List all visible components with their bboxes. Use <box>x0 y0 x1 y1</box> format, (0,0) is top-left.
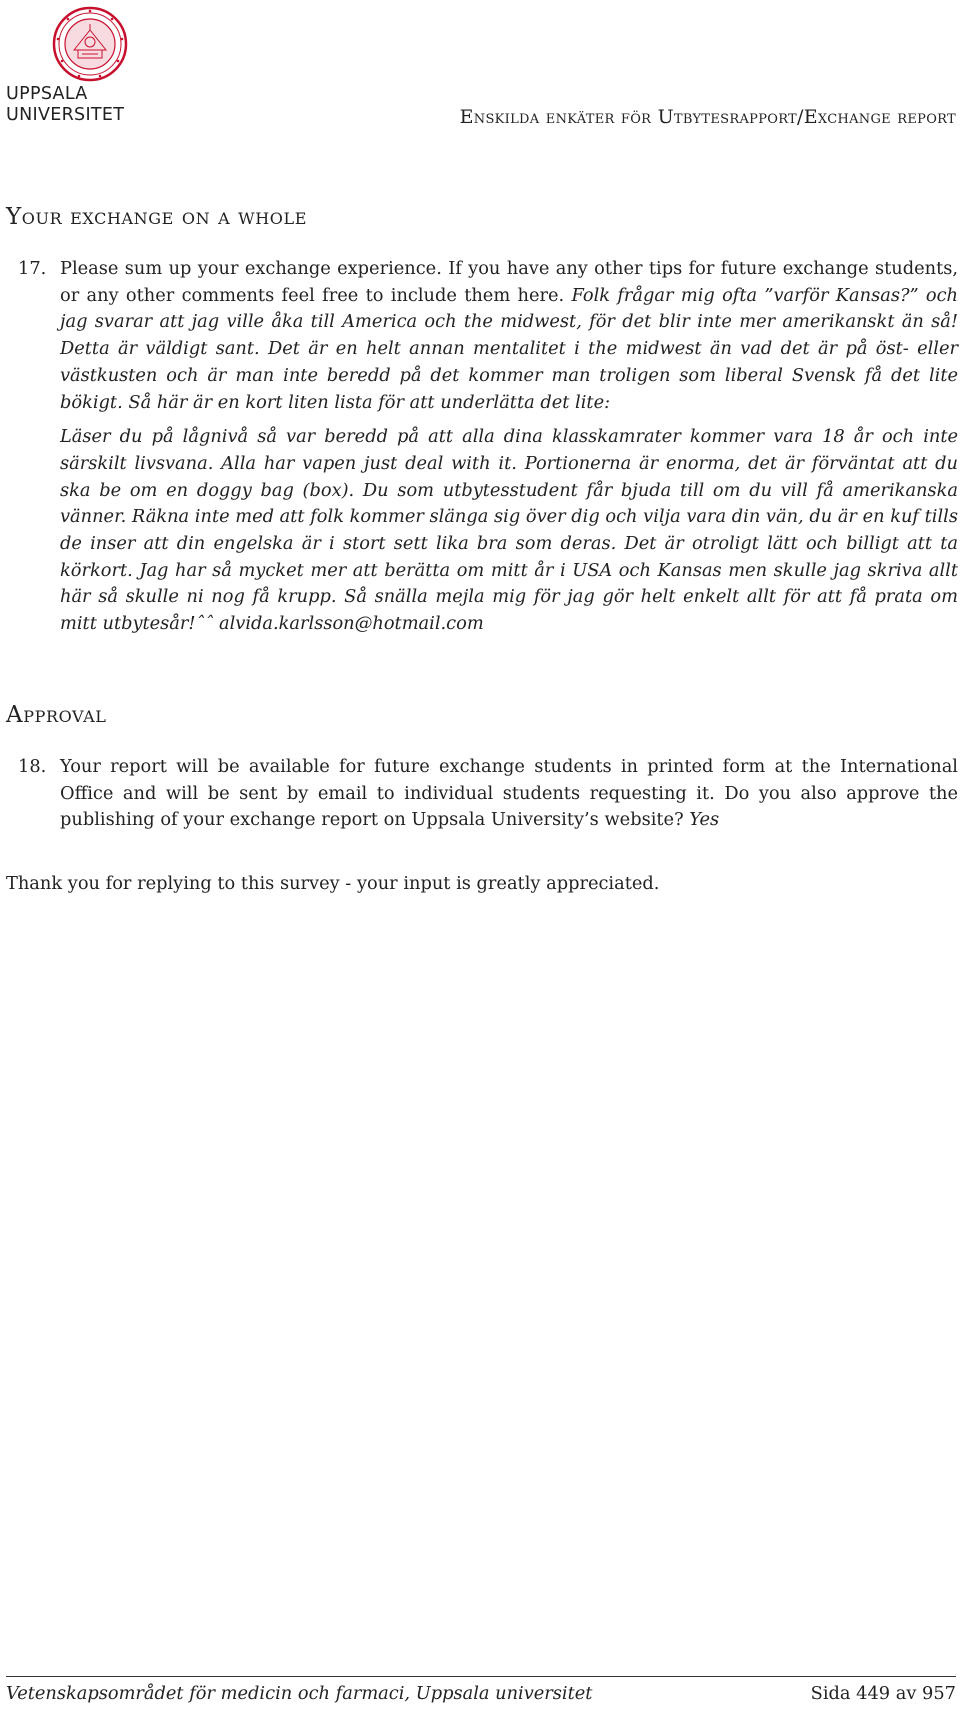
question-text: Please sum up your exchange experience. If you have any other tips for future exchange students, or any other comments feel free to include them here. <box>60 258 958 306</box>
question-text: Your report will be available for future exchange students in printed form at the International Office and will be sent by email to individual students requesting it. Do you also approve the publishing of your exchange report on Uppsala University’s website? <box>60 756 958 831</box>
item-number: 17. <box>18 258 47 279</box>
university-name-line-2: UNIVERSITET <box>6 105 125 125</box>
closing-message: Thank you for replying to this survey - your input is greatly appreciated. <box>6 873 660 894</box>
section-heading-approval: Approval <box>6 702 107 728</box>
answer-paragraph-2: Läser du på lågnivå så var beredd på att alla dina klasskamrater kommer vara 18 år och inte särskilt livsvana. Alla har vapen just deal with it. Portionerna är enorma, det är förväntat att du ska be om en doggy bag (box). Du som utbytesstudent får bjuda till om du vill få amerikanska vänner. Räkna inte med att folk kommer slänga sig över dig och vilja vara din vän, du är en kuf tills de inser att din engelska är i stort sett lika bra som deras. Det är otroligt lätt och billigt att ta körkort. Jag har så mycket mer att berätta om mitt år i USA och Kansas men skulle jag skriva allt här så skulle ni nog få krupp. Så snälla mejla mig för jag gör helt enkelt allt för att få prata om mitt utbytesår!ˆˆ alvida.karlsson@hotmail.com <box>60 426 958 635</box>
page-number: Sida 449 av 957 <box>810 1683 956 1704</box>
question-item-18 <box>18 754 958 834</box>
section-heading-exchange: Your exchange on a whole <box>6 204 307 230</box>
uppsala-university-seal-icon <box>52 6 128 82</box>
item-number: 18. <box>18 756 47 777</box>
footer-faculty: Vetenskapsområdet för medicin och farmaci, Uppsala universitet <box>6 1683 593 1704</box>
answer-paragraph-1: Folk frågar mig ofta ”varför Kansas?” och jag svarar att jag ville åka till America och the midwest, för det blir inte mer amerikanskt än så! Detta är väldigt sant. Det är en helt annan mentalitet i the midwest än vad det är på öst- eller västkusten och är man inte beredd på det kommer man troligen som liberal Svensk få det lite bökigt. Så här är en kort liten lista för att underlätta det lite: <box>60 284 959 413</box>
approval-answer: Yes <box>689 809 720 831</box>
document-title: Enskilda enkäter för Utbytesrapport/Exchange report <box>459 106 956 128</box>
university-name-line-1: UPPSALA <box>6 84 88 104</box>
question-item-17 <box>18 256 958 638</box>
university-name <box>6 84 156 126</box>
footer-divider <box>6 1676 956 1677</box>
